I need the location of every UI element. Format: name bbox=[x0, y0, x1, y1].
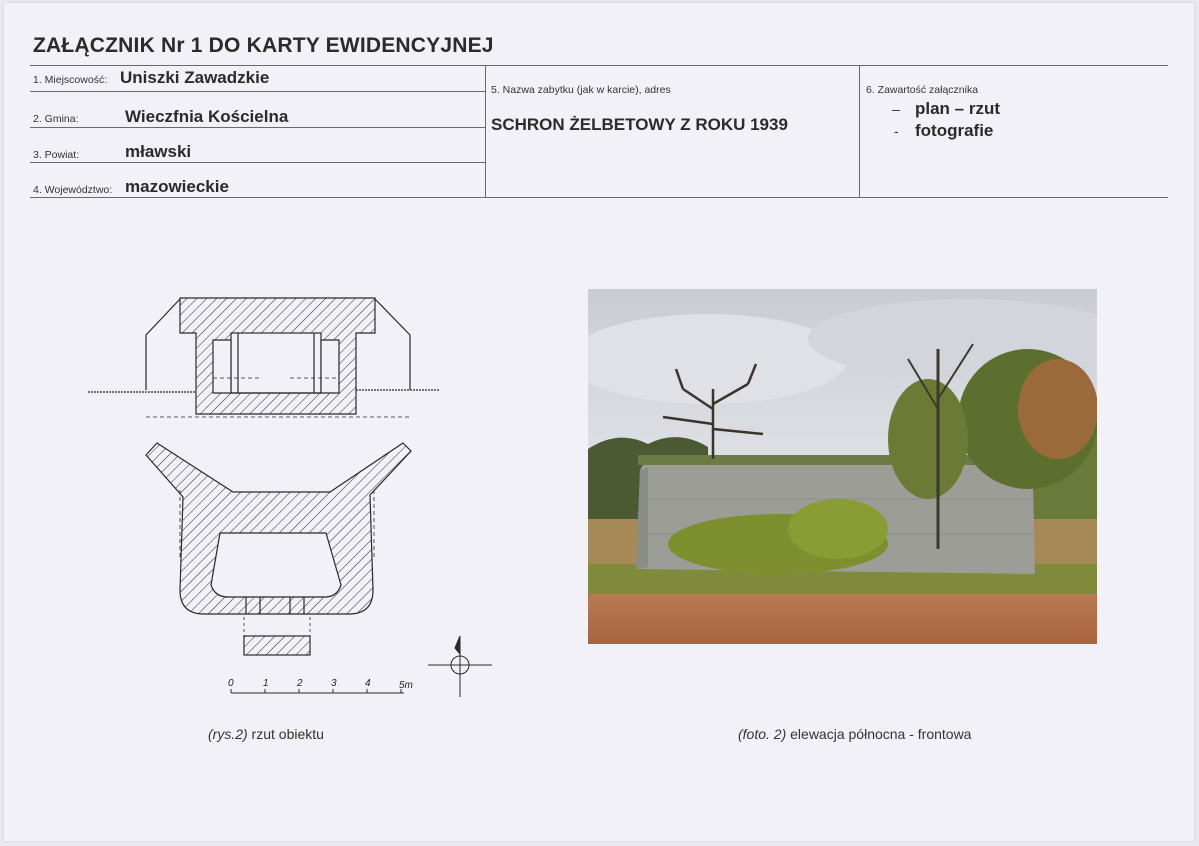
county-label: 3. Powiat: bbox=[33, 149, 80, 161]
scale-bar bbox=[231, 689, 404, 693]
photo-caption-ref: (foto. 2) bbox=[738, 726, 787, 742]
plan-view bbox=[146, 443, 411, 655]
bunker-photo-illustration bbox=[588, 289, 1097, 644]
bunker-photo bbox=[588, 289, 1097, 644]
photo-caption-text: elewacja północna - frontowa bbox=[786, 726, 972, 742]
header-divider-1 bbox=[485, 65, 486, 197]
drawing-caption-ref: (rys.2) bbox=[208, 726, 248, 742]
scale-label-0: 0 bbox=[228, 678, 234, 689]
scale-label-2: 2 bbox=[297, 678, 303, 689]
monument-value: SCHRON ŻELBETOWY Z ROKU 1939 bbox=[491, 115, 788, 134]
contents-label: 6. Zawartość załącznika bbox=[866, 84, 979, 96]
voivodeship-label: 4. Województwo: bbox=[33, 184, 113, 196]
drawing-caption-text: rzut obiektu bbox=[247, 726, 324, 742]
field-rule-2 bbox=[30, 127, 485, 128]
section-view bbox=[88, 298, 440, 417]
contents-dash-1: – bbox=[892, 101, 900, 117]
locality-value: Uniszki Zawadzkie bbox=[120, 68, 270, 87]
north-arrow-icon bbox=[428, 636, 492, 697]
locality-label: 1. Miejscowość: bbox=[33, 74, 108, 86]
scale-label-1: 1 bbox=[263, 678, 269, 689]
document-title: ZAŁĄCZNIK Nr 1 DO KARTY EWIDENCYJNEJ bbox=[33, 34, 494, 57]
drawing-caption bbox=[208, 726, 324, 742]
county-value: mławski bbox=[125, 142, 192, 161]
header-top-rule bbox=[30, 65, 1168, 66]
field-rule-1 bbox=[30, 91, 485, 92]
contents-item-plan: plan – rzut bbox=[915, 99, 1001, 118]
header-divider-2 bbox=[859, 65, 860, 197]
contents-item-photos: fotografie bbox=[915, 121, 994, 140]
commune-value: Wieczfnia Kościelna bbox=[125, 107, 289, 126]
scale-label-3: 3 bbox=[331, 678, 337, 689]
voivodeship-value: mazowieckie bbox=[125, 177, 229, 196]
contents-dash-2: - bbox=[894, 123, 899, 139]
field-rule-3 bbox=[30, 162, 485, 163]
scale-label-5m: 5m bbox=[399, 680, 413, 691]
photo-caption bbox=[738, 726, 971, 742]
monument-label: 5. Nazwa zabytku (jak w karcie), adres bbox=[491, 84, 671, 96]
scale-label-4: 4 bbox=[365, 678, 371, 689]
bunker-plan-drawing bbox=[80, 290, 500, 710]
header-bottom-rule bbox=[30, 197, 1168, 198]
commune-label: 2. Gmina: bbox=[33, 113, 79, 125]
